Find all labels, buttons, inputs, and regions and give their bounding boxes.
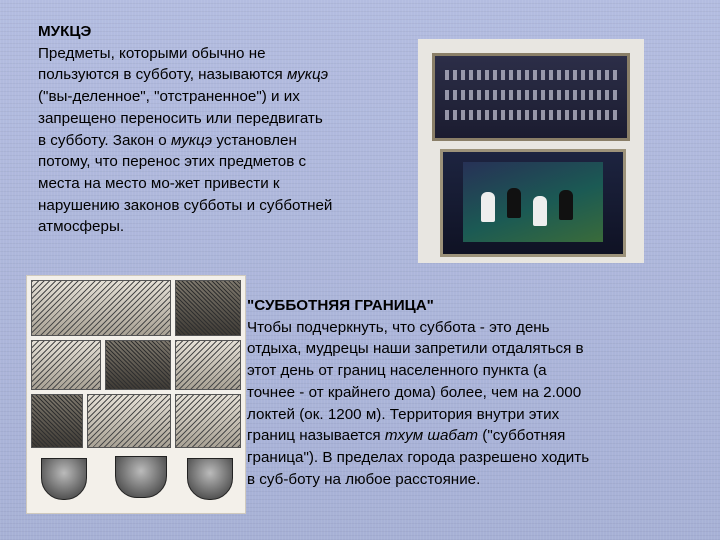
muktse-text-block (38, 21, 398, 238)
muktse-line: Предметы, которыми обычно не (38, 44, 266, 62)
boundary-line: этот день от границ населенного пункта (а (247, 362, 547, 380)
engraving-vessel (115, 456, 167, 498)
muktse-line: пользуются в субботу, называются мукцэ (38, 66, 329, 84)
boundary-line: отдыха, мудрецы наши запретили отдаляться в (247, 340, 584, 358)
engraving-collage (26, 275, 246, 514)
muktse-line: в субботу. Закон о мукцэ установлен (38, 131, 297, 149)
muktse-line: места на место мо-жет привести к (38, 174, 280, 192)
engraving-panel (175, 394, 241, 448)
scene-figure (559, 190, 573, 220)
muktse-line: потому, что перенос этих предметов с (38, 153, 307, 171)
engraving-panel (175, 340, 241, 390)
engraving-panel (31, 340, 101, 390)
shabbat-boundary-title: "СУББОТНЯЯ ГРАНИЦА" (247, 297, 434, 314)
muktse-line: ("вы-деленное", "отстраненное") и их (38, 88, 300, 106)
lid-inscription (445, 70, 617, 80)
lid-inscription (445, 90, 617, 100)
box-body (440, 149, 626, 257)
boundary-line: в суб-боту на любое расстояние. (247, 470, 481, 488)
decorated-box-photo (418, 39, 644, 263)
box-lid (432, 53, 630, 141)
boundary-line: точнее - от крайнего дома) более, чем на 2.000 (247, 383, 582, 401)
engraving-vessel (41, 458, 87, 500)
engraving-panel (87, 394, 171, 448)
muktse-title: МУКЦЭ (38, 23, 92, 40)
boundary-line: локтей (ок. 1200 м). Территория внутри этих (247, 405, 560, 423)
engraving-panel (31, 280, 171, 336)
muktse-line: атмосферы. (38, 218, 125, 236)
muktse-term: мукцэ (170, 131, 213, 149)
engraving-panel (31, 394, 83, 448)
boundary-term: тхум шабат (384, 427, 479, 445)
box-painted-scene (463, 162, 603, 242)
engraving-panel (105, 340, 171, 390)
shabbat-boundary-text-block (247, 295, 687, 490)
scene-figure (507, 188, 521, 218)
muktse-line: нарушению законов субботы и субботней (38, 196, 333, 214)
muktse-line: запрещено переносить или передвигать (38, 109, 323, 127)
engraving-panel (175, 280, 241, 336)
scene-figure (533, 196, 547, 226)
scene-figure (481, 192, 495, 222)
boundary-line: границ называется тхум шабат ("субботняя (247, 427, 566, 445)
engraving-vessel (187, 458, 233, 500)
boundary-line: граница"). В пределах города разрешено ходить (247, 448, 590, 466)
lid-inscription (445, 110, 617, 120)
boundary-line: Чтобы подчеркнуть, что суббота - это день (247, 318, 550, 336)
muktse-term: мукцэ (286, 66, 329, 84)
